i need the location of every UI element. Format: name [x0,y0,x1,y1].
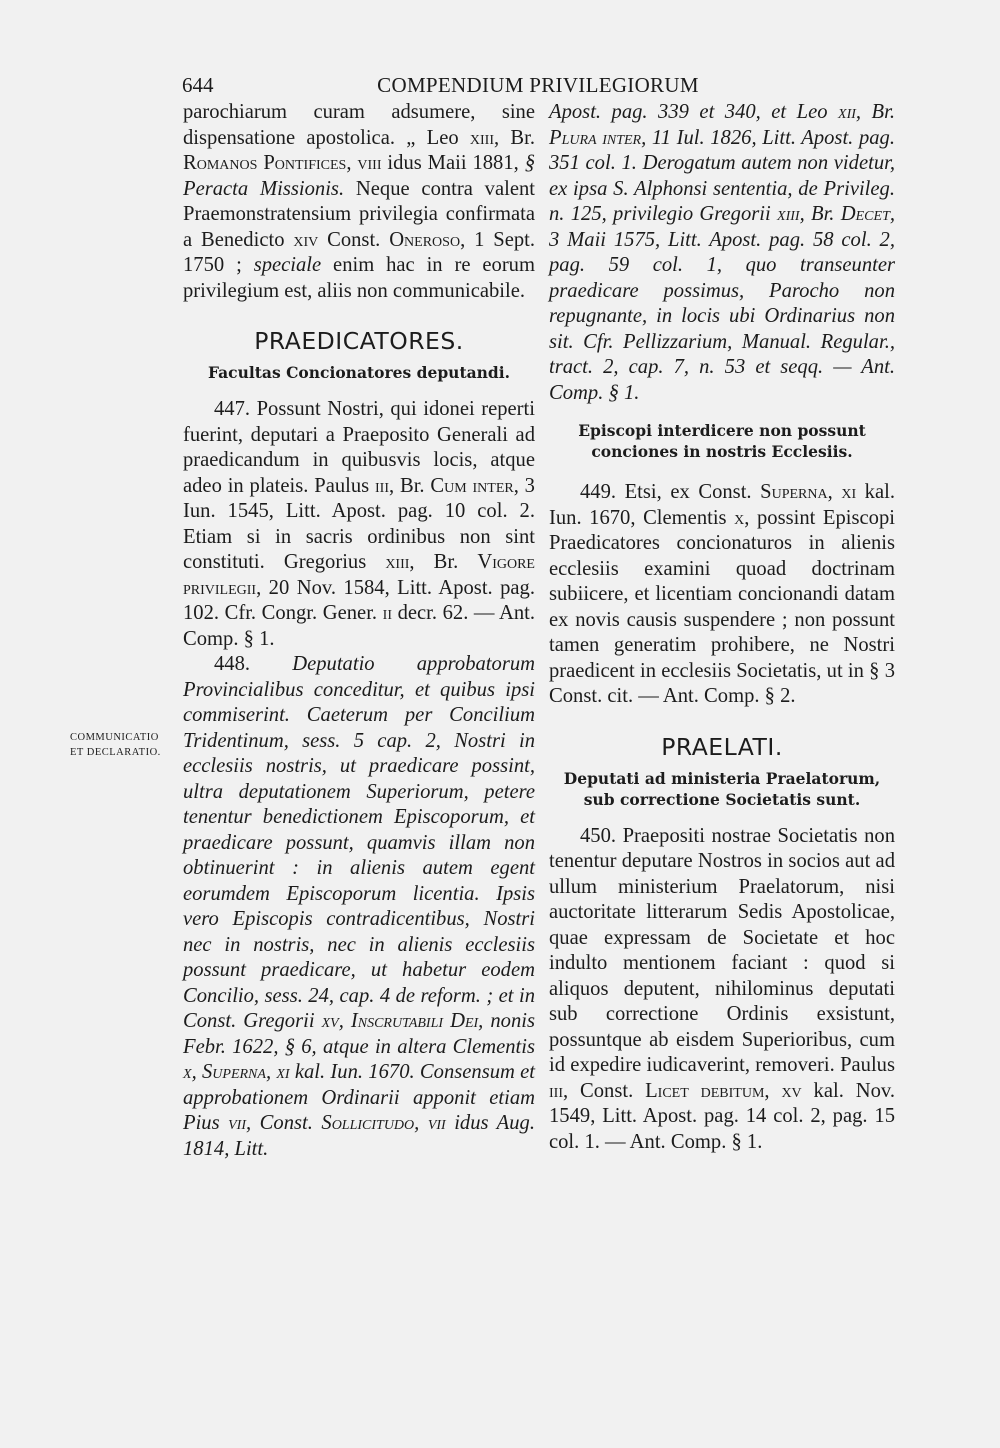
text-run: xiv [293,228,319,251]
text-run: kal. Iun. 1670. Consensum et approbationem Ordinarii apponit etiam Pius [183,1061,536,1134]
text-run: Cum inter [430,474,514,497]
text-run: Const. [318,228,390,251]
text-run: idus Aug. 1814, Litt. [183,1112,535,1160]
text-run: , 3 Maii 1575, Litt. Apost. pag. 58 col. 2, pag. 59 col. 1, quo transeunter praedicare possimus, Parocho non repugnante, in locis ubi Ordinarius non sit. Cfr. Pellizzarium, Manual. Regular., tract. 2, cap. 7, n. 53 et seqq. — Ant. Comp. § 1. [549,203,896,404]
text-run: Plura inter [549,126,642,149]
text-run: xv [321,1010,339,1032]
text-run: Apost. pag. 339 et 340, et Leo [549,101,839,123]
text-run: , Br. [389,474,431,497]
text-run: x [734,506,745,529]
text-run: , Br. [409,551,478,573]
text-run: xii [838,101,856,123]
paragraph-450 [549,824,895,1156]
text-run: , [827,481,842,503]
text-run: Sollicitudo [321,1112,415,1134]
text-run: , [191,1061,202,1083]
text-run: kal. Nov. 1549, Litt. Apost. pag. 14 col. 2, pag. 15 col. 1. — Ant. Comp. § 1. [549,1079,895,1153]
text-run: § Peracta Missionis. [183,152,536,200]
text-run: , [414,1112,428,1134]
text-run: , 11 Iul. 1826, Litt. Apost. pag. 351 col. 1. Derogatum autem non videtur, ex ipsa S. Alphonsi sententia, de Privileg. n. 125, privilegio Gregorii [549,126,895,225]
text-run: xi [841,481,857,503]
section-title-praelati: PRAELATI. [661,732,783,761]
text-run: Superna [201,1061,266,1083]
text-run: , 3 Iun. 1545, Litt. Apost. pag. 10 col. 2. Etiam si in sacris ordinibus non sint constituti. Gregorius [183,474,535,573]
running-head [182,71,894,99]
text-run: xv [781,1079,802,1102]
text-run: kal. Iun. 1670, Clementis [549,481,895,529]
left-column [183,100,535,1162]
paragraph-448-continued [549,100,895,406]
subheading-episcopi: Episcopi interdicere non possunt conciones in nostris Ecclesiis. [578,421,866,461]
text-run: xiii [777,203,800,225]
text-run: , Const. [246,1112,322,1134]
text-run: , Br. [799,203,841,225]
text-run: , Br. [494,126,535,149]
text-run: , [338,1010,351,1032]
text-run: , 1 Sept. 1750 ; [183,228,535,276]
page-title: COMPENDIUM PRIVILEGIORUM [377,73,699,97]
text-run: vii [228,1112,247,1134]
text-run: 449. Etsi, ex Const. [580,481,761,503]
right-column [549,100,895,1155]
section-title-praedicatores: PRAEDICATORES. [254,327,464,355]
margin-note-line: COMMUNICATIO [70,732,159,743]
text-run: 448. [214,653,293,675]
text-run: , nonis Febr. 1622, § 6, atque in altera Clementis [183,1010,535,1058]
text-run: viii [357,152,382,174]
text-run: 447. Possunt Nostri, qui idonei reperti fuerint, deputari a Praeposito Generali ad praedicandum in quibusvis locis, atque adeo in plateis. Paulus [183,398,535,497]
text-run: xi [276,1061,290,1083]
text-run: Vigore privilegii [183,551,535,599]
text-run: , [265,1061,277,1083]
text-run: , [764,1079,782,1102]
margin-note [70,730,180,760]
text-run: , [346,152,358,174]
text-run: Superna [760,481,828,503]
text-run: Neque contra valent Praemonstratensium privilegia confirmata a Benedicto [183,177,535,251]
text-run: idus Maii 1881, [381,152,525,174]
text-run: , Br. [855,101,895,123]
text-run: decr. 62. — Ant. Comp. § 1. [183,602,535,650]
text-run: , 20 Nov. 1584, Litt. Apost. pag. 102. Cfr. Congr. Gener. [183,576,535,624]
text-run: Inscrutabili Dei [350,1010,479,1032]
paragraph-448 [183,652,535,1162]
text-run: , Const. [563,1079,646,1102]
paragraph-continued [183,100,535,304]
text-run: 450. Praepositi nostrae Societatis non tenentur deputare Nostros in socios aut ad ullum ministerium Praelatorum, nisi auctoritate litterarum Sedis Apostolicae, quae expressam de Societate et hoc indulto mentionem faciant : quod si aliquos deputent, nihilominus deputati sub correctione Ordinis exsistunt, possuntque ab eisdem Superioribus, cum id expedire iudicaverint, removeri. Paulus [549,824,895,1076]
subheading-facultas: Facultas Concionatores deputandi. [207,363,511,382]
text-run: Decet [840,203,890,225]
text-run: vii [427,1112,446,1134]
text-run: , possint Episcopi Praedicatores concionaturos in alienis ecclesiis examini quoad doctrinam subiicere, et licentiam concionandi datam ex novis causis suspendere ; non possunt tamen generatim prohibere, ne Nostri praedicent in ecclesiis Societatis, ut in § 3 Const. cit. — Ant. Comp. § 2. [549,506,895,707]
text-run: x [183,1061,192,1083]
text-run: iii [549,1079,563,1102]
text-run: parochiarum curam adsumere, sine dispensatione apostolica. „ Leo [183,101,535,149]
text-run: Oneroso [389,228,461,251]
text-run: iii [375,474,389,497]
text-run: Licet debitum [645,1079,765,1102]
text-run: Romanos Pontifices [183,152,347,174]
paragraph-449 [549,480,895,710]
text-run: xiii [469,126,494,149]
paragraph-447 [183,397,535,652]
text-run: Deputatio approbatorum Provincialibus conceditur, et quibus ipsi commiserint. Caeterum per Concilium Tridentinum, sess. 5 cap. 2, Nostri in ecclesiis nostris, ut praedicare possint, ultra deputationem Superiorum, petere tenentur benedictionem Episcoporum, et praedicare possunt, quamvis illam non obtinuerint : in alienis autem egent eorumdem Episcoporum licentia. Ipsis vero Episcopis contradicentibus, Nostri nec in nostris, nec in alienis ecclesiis possunt praedicare, ut habetur eodem Concilio, sess. 24, cap. 4 de reform. ; et in Const. Gregorii [183,653,535,1032]
page-number: 644 [182,73,214,97]
margin-note-line: ET DECLARATIO. [70,747,161,758]
text-run: xiii [385,551,410,573]
text-run: enim hac in re eorum privilegium est, aliis non communicabile. [183,254,535,302]
text-run: ii [382,602,392,624]
subheading-deputati: Deputati ad ministeria Praelatorum, sub correctione Societatis sunt. [563,768,881,809]
text-run: speciale [253,254,322,276]
